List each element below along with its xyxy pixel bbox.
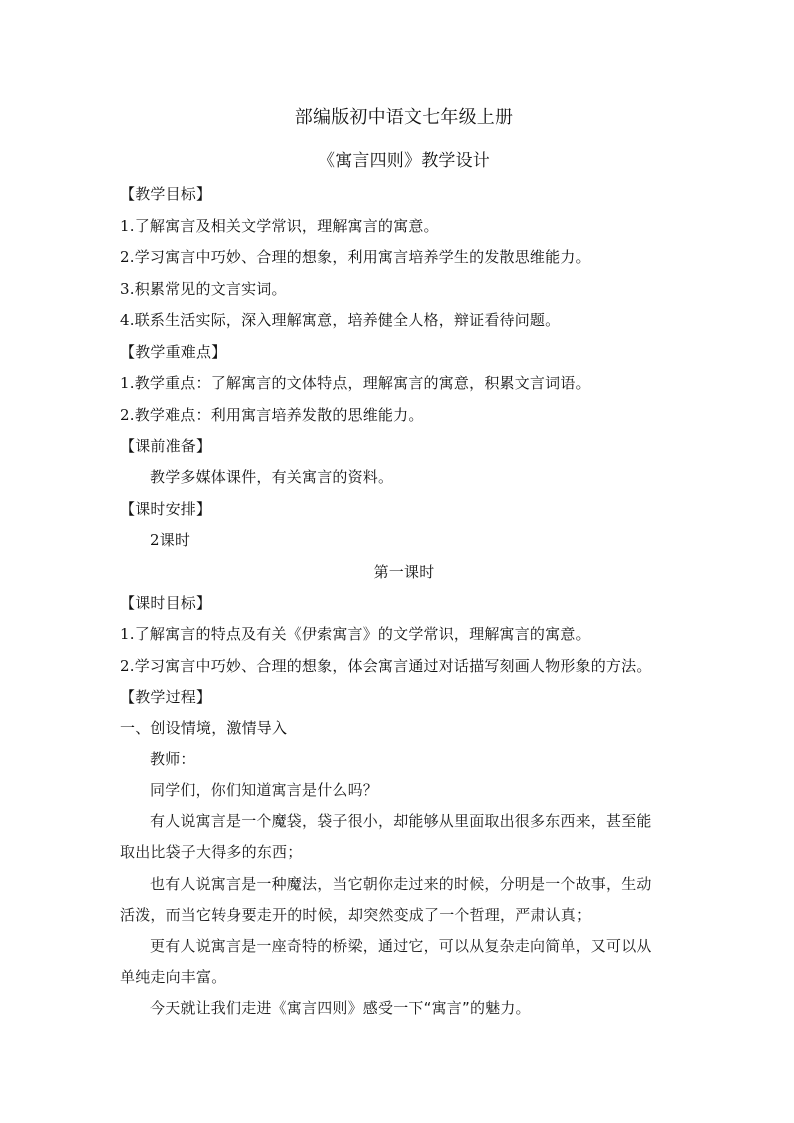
lesson-goal-item: 1.了解寓言的特点及有关《伊索寓言》的文学常识，理解寓言的寓意。 bbox=[120, 625, 591, 643]
schedule-text: 2课时 bbox=[150, 531, 191, 549]
key-point-item: 2.教学难点：利用寓言培养发散的思维能力。 bbox=[120, 406, 424, 424]
section-heading-key-points: 【教学重难点】 bbox=[120, 343, 227, 361]
section-heading-process: 【教学过程】 bbox=[120, 688, 212, 706]
paragraph-line: 也有人说寓言是一种魔法，当它朝你走过来的时候，分明是一个故事，生动 bbox=[150, 875, 652, 893]
goal-item: 2.学习寓言中巧妙、合理的想象，利用寓言培养学生的发散思维能力。 bbox=[120, 248, 591, 266]
key-point-item: 1.教学重点：了解寓言的文体特点，理解寓言的寓意，积累文言词语。 bbox=[120, 374, 591, 392]
document-subtitle: 《寓言四则》教学设计 bbox=[318, 151, 490, 171]
document-title: 部编版初中语文七年级上册 bbox=[294, 107, 514, 128]
goal-item: 4.联系生活实际，深入理解寓意，培养健全人格，辩证看待问题。 bbox=[120, 311, 561, 329]
goal-item: 3.积累常见的文言实词。 bbox=[120, 280, 287, 298]
step-heading: 一、创设情境，激情导入 bbox=[120, 719, 288, 737]
section-heading-schedule: 【课时安排】 bbox=[120, 500, 212, 518]
prep-text: 教学多媒体课件，有关寓言的资料。 bbox=[150, 468, 394, 486]
paragraph-line: 更有人说寓言是一座奇特的桥梁，通过它，可以从复杂走向简单，又可以从 bbox=[150, 937, 652, 955]
lesson-title: 第一课时 bbox=[373, 563, 435, 581]
paragraph-line: 有人说寓言是一个魔袋，袋子很小，却能够从里面取出很多东西来，甚至能 bbox=[150, 812, 652, 830]
goal-item: 1.了解寓言及相关文学常识，理解寓言的寓意。 bbox=[120, 217, 439, 235]
paragraph-line: 取出比袋子大得多的东西； bbox=[120, 843, 303, 861]
lesson-goal-item: 2.学习寓言中巧妙、合理的想象，体会寓言通过对话描写刻画人物形象的方法。 bbox=[120, 657, 652, 675]
section-heading-lesson-goals: 【课时目标】 bbox=[120, 594, 212, 612]
paragraph-line: 今天就让我们走进《寓言四则》感受一下“寓言”的魅力。 bbox=[150, 999, 531, 1017]
paragraph-line: 同学们，你们知道寓言是什么吗？ bbox=[150, 781, 379, 799]
section-heading-prep: 【课前准备】 bbox=[120, 437, 212, 455]
teacher-label: 教师： bbox=[150, 750, 196, 768]
paragraph-line: 单纯走向丰富。 bbox=[120, 968, 227, 986]
section-heading-goals: 【教学目标】 bbox=[120, 185, 212, 203]
paragraph-line: 活泼，而当它转身要走开的时候，却突然变成了一个哲理，严肃认真； bbox=[120, 906, 592, 924]
